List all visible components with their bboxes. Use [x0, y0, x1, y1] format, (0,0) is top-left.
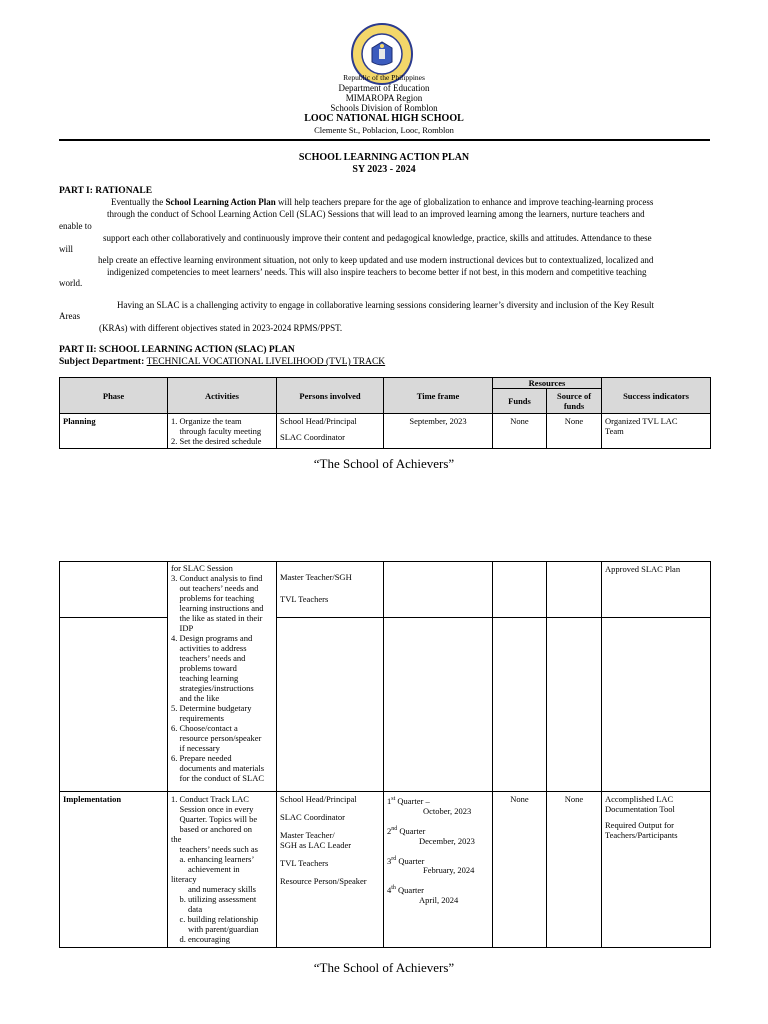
activity-line: out teachers’ needs and — [171, 583, 259, 593]
activity-line: resource person/speaker — [171, 733, 262, 743]
activity-line: problems toward — [171, 663, 237, 673]
activity-line: a. enhancing learners’ — [171, 854, 255, 864]
activity-line: 6. Choose/contact a — [171, 723, 238, 733]
timeframe-cell — [384, 618, 493, 792]
rationale-line-2: through the conduct of School Learning Action Cell (SLAC) Sessions that will lead to an improved learning among the learners, nurture teachers and — [107, 209, 645, 219]
person-line: School Head/Principal — [280, 794, 357, 804]
activity-line: requirements — [171, 713, 224, 723]
activity-line: data — [171, 904, 203, 914]
activity-line: strategies/instructions — [171, 683, 254, 693]
person-line: TVL Teachers — [280, 858, 329, 868]
person-line: SGH as LAC Leader — [280, 840, 352, 850]
activity-line: 6. Prepare needed — [171, 753, 232, 763]
activity-line: literacy — [171, 874, 197, 884]
persons-cell — [277, 414, 384, 449]
header-rule — [59, 139, 710, 141]
table-row — [60, 618, 711, 792]
person-line: Resource Person/Speaker — [280, 876, 367, 886]
activity-line: activities to address — [171, 643, 247, 653]
person-line: SLAC Coordinator — [280, 432, 345, 442]
source-cell — [547, 618, 602, 792]
activity-line: c. building relationship — [171, 914, 259, 924]
quarter-3-date: February, 2024 — [423, 865, 475, 876]
persons-cell — [277, 562, 384, 618]
school-name: LOOC NATIONAL HIGH SCHOOL — [304, 113, 464, 124]
funds-cell: None — [493, 414, 547, 449]
slac-plan-table-continued — [59, 561, 711, 948]
rationale-line-8: world. — [59, 278, 83, 288]
person-line: School Head/Principal — [280, 416, 357, 426]
activity-line: Quarter. Topics will be — [171, 814, 258, 824]
rationale-p2-line-3: (KRAs) with different objectives stated in 2023-2024 RPMS/PPST. — [99, 323, 343, 333]
activity-line: documents and materials — [171, 763, 265, 773]
activity-line: the — [171, 834, 182, 844]
source-cell: None — [547, 792, 602, 948]
activity-line: 3. Conduct analysis to find — [171, 573, 263, 583]
persons-cell — [277, 792, 384, 948]
footer-motto: “The School of Achievers” — [313, 456, 455, 471]
activity-line: if necessary — [171, 743, 220, 753]
phase-cell — [60, 562, 168, 618]
activity-line: Session once in every — [171, 804, 254, 814]
header-funds: Funds — [493, 389, 547, 414]
quarter-1-date: October, 2023 — [423, 805, 472, 816]
activity-line: with parent/guardian — [171, 924, 259, 934]
subject-department: Subject Department: TECHNICAL VOCATIONAL LIVELIHOOD (TVL) TRACK — [59, 357, 386, 367]
source-cell — [547, 562, 602, 618]
activity-line: teachers’ needs such as — [171, 844, 258, 854]
success-line: Required Output for — [605, 820, 674, 830]
activity-line: 1. Organize the team — [171, 416, 242, 426]
success-line: Organized TVL LAC — [605, 416, 678, 426]
person-line: SLAC Coordinator — [280, 812, 345, 822]
person-line: Master Teacher/ — [280, 830, 335, 840]
header-phase: Phase — [60, 378, 168, 414]
activity-line: the like as stated in their — [171, 613, 263, 623]
table-row — [60, 562, 711, 618]
slac-plan-table — [59, 377, 711, 449]
republic-line: Republic of the Philippines — [343, 73, 425, 82]
activity-line: through faculty meeting — [171, 426, 262, 436]
activity-line: 1. Conduct Track LAC — [171, 794, 249, 804]
school-address: Clemente St., Poblacion, Looc, Romblon — [314, 125, 454, 135]
activity-line: achievement in — [171, 864, 240, 874]
activity-line: b. utilizing assessment — [171, 894, 257, 904]
header-activities: Activities — [168, 378, 277, 414]
quarter-4-date: April, 2024 — [419, 895, 459, 906]
success-line: Accomplished LAC — [605, 794, 674, 804]
activity-line: learning instructions and — [171, 603, 264, 613]
activity-line: d. encouraging — [171, 934, 231, 944]
region-line: MIMAROPA Region — [345, 93, 423, 103]
header-timeframe: Time frame — [384, 378, 493, 414]
rationale-line-1: Eventually the School Learning Action Plan will help teachers prepare for the age of globalization to enhance and improve teaching-learning process — [111, 197, 654, 207]
activity-line: teachers’ needs and — [171, 653, 246, 663]
school-year: SY 2023 - 2024 — [352, 164, 416, 175]
activities-cell — [168, 792, 277, 948]
quarter-4: 4th Quarter — [387, 885, 425, 896]
letterhead — [0, 73, 768, 135]
rationale-line-7: indigenized competencies to meet learners’ needs. This will also inspire teachers to become better if not best, in this modern and competitive teaching — [107, 267, 647, 277]
division-line: Schools Division of Romblon — [330, 103, 438, 113]
person-line: Master Teacher/SGH — [280, 572, 352, 582]
activity-line: 5. Determine budgetary — [171, 703, 252, 713]
success-line: Documentation Tool — [605, 804, 675, 814]
success-cell — [602, 792, 711, 948]
activity-line: 2. Set the desired schedule — [171, 436, 262, 446]
table-row — [60, 414, 711, 449]
part2-heading: PART II: SCHOOL LEARNING ACTION (SLAC) PLAN — [59, 345, 295, 355]
header-resources: Resources — [493, 378, 602, 389]
activity-line: 4. Design programs and — [171, 633, 253, 643]
person-line: TVL Teachers — [280, 594, 329, 604]
activity-line: and numeracy skills — [171, 884, 256, 894]
department-line: Department of Education — [338, 83, 430, 93]
success-cell — [602, 618, 711, 792]
part1-heading: PART I: RATIONALE — [59, 186, 153, 196]
activity-line: teaching learning — [171, 673, 239, 683]
activity-line: problems for teaching — [171, 593, 255, 603]
rationale-line-3: enable to — [59, 221, 92, 231]
funds-cell — [493, 618, 547, 792]
success-line: Team — [605, 426, 624, 436]
activity-line: for the conduct of SLAC — [171, 773, 265, 783]
phase-cell: Planning — [60, 414, 168, 449]
header-success: Success indicators — [602, 378, 711, 414]
quarter-3: 3rd Quarter — [387, 855, 425, 866]
activity-line: based or anchored on — [171, 824, 252, 834]
source-cell: None — [547, 414, 602, 449]
rationale-p2-line-2: Areas — [59, 311, 80, 321]
persons-cell — [277, 618, 384, 792]
activity-line: for SLAC Session — [171, 563, 233, 573]
activities-cell — [168, 562, 277, 792]
activity-line: IDP — [171, 623, 194, 633]
funds-cell — [493, 562, 547, 618]
timeframe-cell — [384, 562, 493, 618]
timeframe-cell — [384, 792, 493, 948]
table-row — [60, 792, 711, 948]
quarter-2: 2nd Quarter — [387, 825, 426, 836]
document-title: SCHOOL LEARNING ACTION PLAN — [298, 152, 470, 163]
phase-cell — [60, 618, 168, 792]
rationale-line-4: support each other collaboratively and continuously improve their content and pedagogical knowledge, practice, skills and attitudes. Attendance to these — [103, 233, 652, 243]
activity-line: and the like — [171, 693, 220, 703]
success-cell: Approved SLAC Plan — [602, 562, 711, 618]
success-line: Teachers/Participants — [605, 830, 678, 840]
rationale-line-6: help create an effective learning environment situation, not only to keep updated and use modern instructional devices but to contextualized, localized and — [98, 255, 654, 265]
quarter-1: 1st Quarter – — [387, 795, 430, 806]
rationale-line-5: will — [59, 244, 74, 254]
activities-cell — [168, 414, 277, 449]
header-source: Source of funds — [547, 389, 602, 414]
phase-cell: Implementation — [60, 792, 168, 948]
funds-cell: None — [493, 792, 547, 948]
timeframe-cell: September, 2023 — [384, 414, 493, 449]
quarter-2-date: December, 2023 — [419, 835, 475, 846]
success-cell — [602, 414, 711, 449]
header-persons: Persons involved — [277, 378, 384, 414]
footer-motto: “The School of Achievers” — [313, 960, 455, 975]
rationale-p2-line-1: Having an SLAC is a challenging activity to engage in collaborative learning sessions considering learner’s diversity and inclusion of the Key Result — [117, 300, 654, 310]
